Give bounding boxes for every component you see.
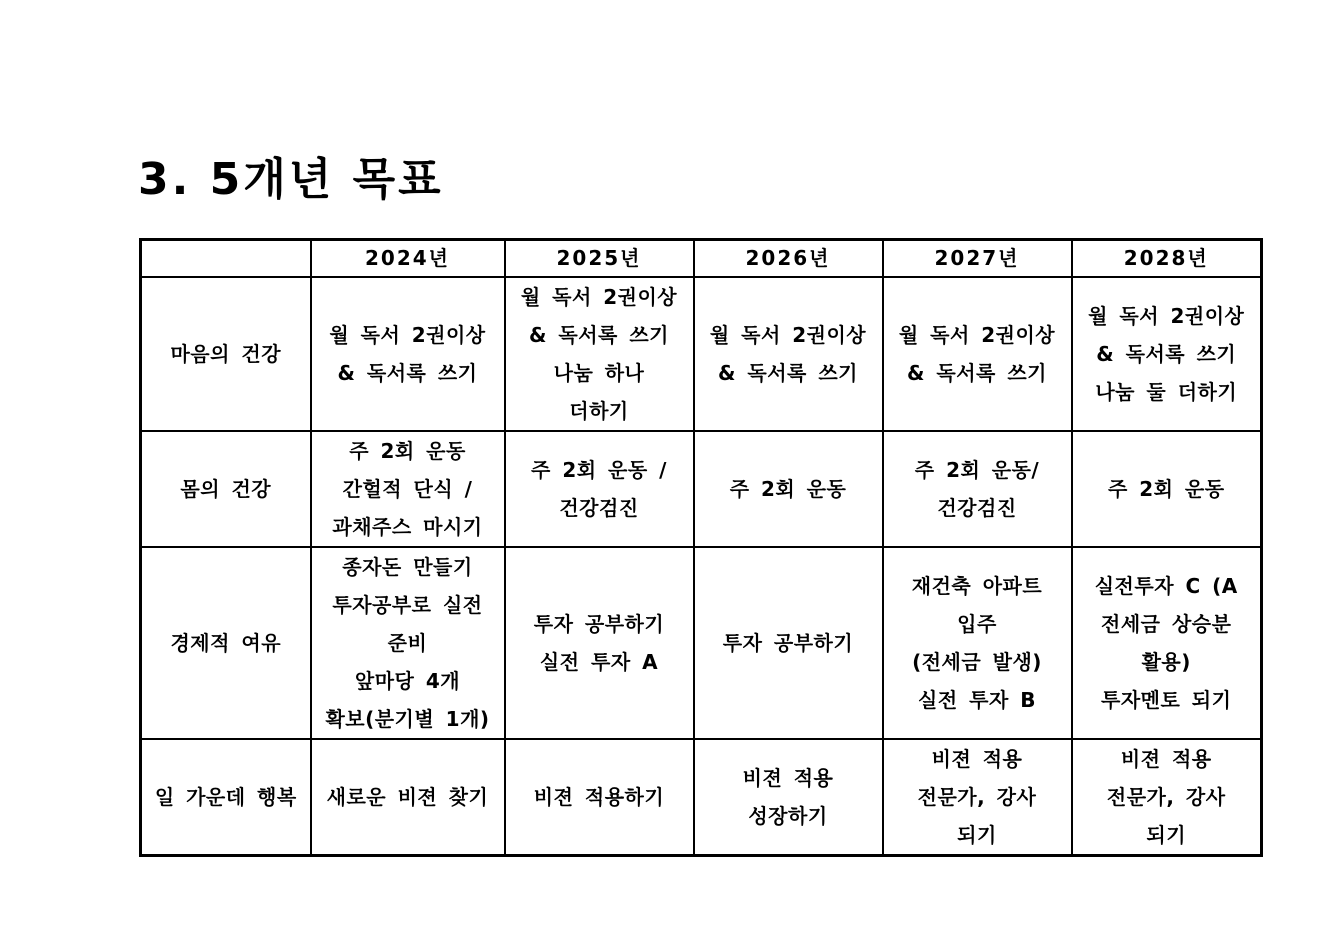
goal-cell: 종자돈 만들기 투자공부로 실전 준비 앞마당 4개 확보(분기별 1개) xyxy=(311,547,505,739)
goal-cell: 주 2회 운동 xyxy=(694,431,883,547)
year-header-2028: 2028년 xyxy=(1072,240,1262,278)
table-row xyxy=(141,277,1262,431)
year-header-2025: 2025년 xyxy=(505,240,694,278)
year-header-2024: 2024년 xyxy=(311,240,505,278)
goal-cell: 비젼 적용 전문가, 강사 되기 xyxy=(883,739,1072,856)
goal-cell: 주 2회 운동 / 건강검진 xyxy=(505,431,694,547)
goal-cell: 주 2회 운동 간헐적 단식 / 과채주스 마시기 xyxy=(311,431,505,547)
goal-cell: 비젼 적용하기 xyxy=(505,739,694,856)
year-header-2027: 2027년 xyxy=(883,240,1072,278)
goal-cell: 월 독서 2권이상 & 독서록 쓰기 xyxy=(883,277,1072,431)
corner-cell xyxy=(141,240,311,278)
goal-cell: 주 2회 운동/ 건강검진 xyxy=(883,431,1072,547)
five-year-goals-table xyxy=(139,238,1263,857)
goal-cell: 월 독서 2권이상 & 독서록 쓰기 나눔 하나 더하기 xyxy=(505,277,694,431)
row-category-mind-health: 마음의 건강 xyxy=(141,277,311,431)
goal-cell: 월 독서 2권이상 & 독서록 쓰기 나눔 둘 더하기 xyxy=(1072,277,1262,431)
year-header-2026: 2026년 xyxy=(694,240,883,278)
goal-cell: 월 독서 2권이상 & 독서록 쓰기 xyxy=(694,277,883,431)
row-category-work-happiness: 일 가운데 행복 xyxy=(141,739,311,856)
goal-cell: 실전투자 C (A 전세금 상승분 활용) 투자멘토 되기 xyxy=(1072,547,1262,739)
goal-cell: 새로운 비젼 찾기 xyxy=(311,739,505,856)
goal-cell: 월 독서 2권이상 & 독서록 쓰기 xyxy=(311,277,505,431)
header-row xyxy=(141,240,1262,278)
goal-cell: 투자 공부하기 xyxy=(694,547,883,739)
table-row xyxy=(141,739,1262,856)
table-row xyxy=(141,431,1262,547)
row-category-financial: 경제적 여유 xyxy=(141,547,311,739)
goal-cell: 주 2회 운동 xyxy=(1072,431,1262,547)
goal-cell: 투자 공부하기 실전 투자 A xyxy=(505,547,694,739)
goal-cell: 비젼 적용 전문가, 강사 되기 xyxy=(1072,739,1262,856)
page-title: 3. 5개년 목표 xyxy=(138,154,444,205)
goal-cell: 재건축 아파트 입주 (전세금 발생) 실전 투자 B xyxy=(883,547,1072,739)
goal-cell: 비젼 적용 성장하기 xyxy=(694,739,883,856)
table-row xyxy=(141,547,1262,739)
row-category-body-health: 몸의 건강 xyxy=(141,431,311,547)
